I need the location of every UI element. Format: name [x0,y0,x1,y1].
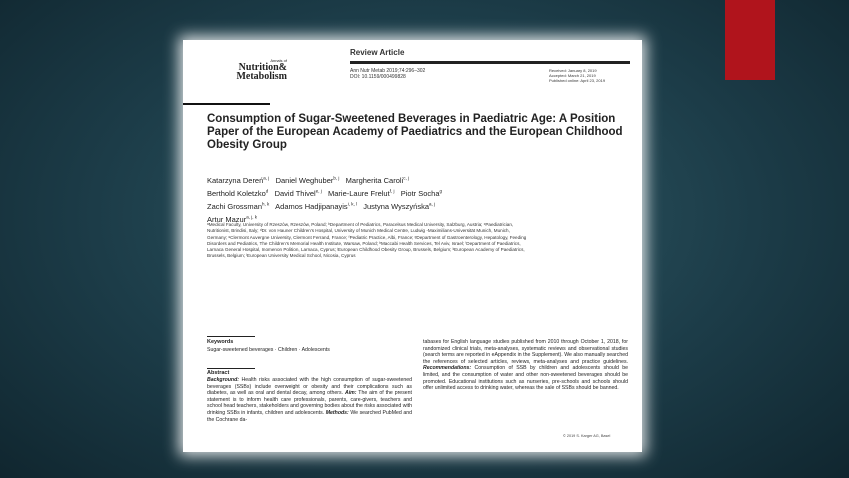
keywords-text: Sugar-sweetened beverages · Children · Adolescents [207,347,330,353]
journal-name-line2: Metabolism [236,71,287,82]
paper-page [183,40,642,452]
abstract-column-1 [207,377,412,423]
author-list [207,173,627,225]
author: Katarzyna Dereń$^{a, j}$ [207,175,270,185]
journal-name-line1: Nutrition& [238,62,287,73]
methods-label: Methods: [325,409,349,416]
author: Adamos Hadjipanayis$^{i, k, l}$ [275,201,357,211]
background-text: Health risks associated with the high consumption of sugar-sweetened beverages (SSBs) include overweight or obesity and their complications such as diabetes, as well as oral and dental decay, among others. [207,377,412,397]
copyright: © 2019 S. Karger AG, Basel [563,434,611,438]
title-rule [183,103,270,105]
author: Berthold Koletzko$^d$ [207,188,269,198]
citation-doi: DOI: 10.1159/000499828 [350,74,406,80]
date-published: Published online: April 23, 2019 [549,78,606,83]
abstract-column-2 [423,339,628,392]
recommendations-label: Recommendations: [423,365,472,372]
citation [350,68,425,80]
article-title: Consumption of Sugar-Sweetened Beverages in Paediatric Age: A Position Paper of the European Academy of Paediatrics and the European Childhood Obesity Group [207,113,623,151]
citation-line1: Ann Nutr Metab 2019;74:296–302 [350,68,426,74]
red-corner-tab [725,0,775,80]
background-label: Background: [207,377,239,383]
author: Justyna Wyszyńska$^{a, j}$ [363,201,436,211]
abstract-heading: Abstract [207,370,230,376]
journal-logo [205,58,287,81]
recommendations-text: Consumption of SSB by children and adolescents should be limited, and the consumption of water and other non-sweetened beverages should be promoted. Educational institutions such as nurseries, pre-schools and schools should offer unlimited access to drinking water, whereas the sale of SSBs should be banned. [423,365,628,392]
author: Piotr Socha$^g$ [400,188,443,198]
aim-label: Aim: [344,390,357,397]
keywords-heading: Keywords [207,339,234,345]
author: David Thivel$^{e, j}$ [274,188,322,198]
date-received: Received: January 8, 2019 [549,68,597,73]
author: Marie-Laure Frelut$^{f, j}$ [328,188,395,198]
author: Zachi Grossman$^{h, k}$ [207,201,270,211]
author: Margherita Caroli$^{c, j}$ [345,175,409,185]
affiliations: ᵃMedical Faculty, University of Rzeszów, Rzeszów, Poland; ᵇDepartment of Pediatrics, Paracelsus Medical University, Salzburg, Austria; ᶜPaediatrician, Nutritionist, Brindisi, Italy; ᵈDr. von Hauner Children's Hospital, University of Munich Medical Centre, Ludwig -Maximilians-Universität Munich, Munich, Germany; ᵉClermont Auvergne University, Clermont Ferrand, France; ᶠPediatric Practice, Albi, France; ᵍDepartment of Gastroenterology, Hepatology, Feeding Disorders and Pediatrics, The Children's Memorial Health Institute, Warsaw, Poland; ʰMaccabi Health Services, Tel Aviv, Israel; ⁱDepartment of Paediatrics, Larnaca General Hospital, Inomenon Polition, Larnaca, Cyprus; ʲEuropean Childhood Obesity Group, Brussels, Belgium; ᵏEuropean Academy of Paediatrics, Brussels, Belgium; ˡEuropean University Medical School, Nicosia, Cyprus [207,222,527,259]
article-dates [549,68,605,83]
abstract-rule [207,368,255,369]
author: Daniel Weghuber$^{b, j}$ [275,175,340,185]
header-rule [350,61,630,64]
methods-text-continued: tabases for English language studies published from 2010 through October 1, 2018, for randomized clinical trials, meta-analyses, systematic reviews and observational studies (search terms are reported in eAppendix in the Supplement). We also manually searched the references of selected articles, reviews, meta-analyses and practice guidelines. [423,339,628,365]
journal-name-prefix: Annals of [270,58,287,63]
keywords-rule [207,336,255,337]
author: Artur Mazur$^{a, j, k}$ [207,214,257,224]
date-accepted: Accepted: March 21, 2019 [549,73,596,78]
aim-text: The aim of the present statement is to inform health care professionals, parents, care-givers, teachers and school head teachers, stakeholders and governing bodies about the risks associated with drinking SSBs in infants, children and adolescents. [207,390,412,416]
article-type-label: Review Article [350,48,405,57]
methods-text-start: We searched PubMed and the Cochrane da- [207,409,412,423]
